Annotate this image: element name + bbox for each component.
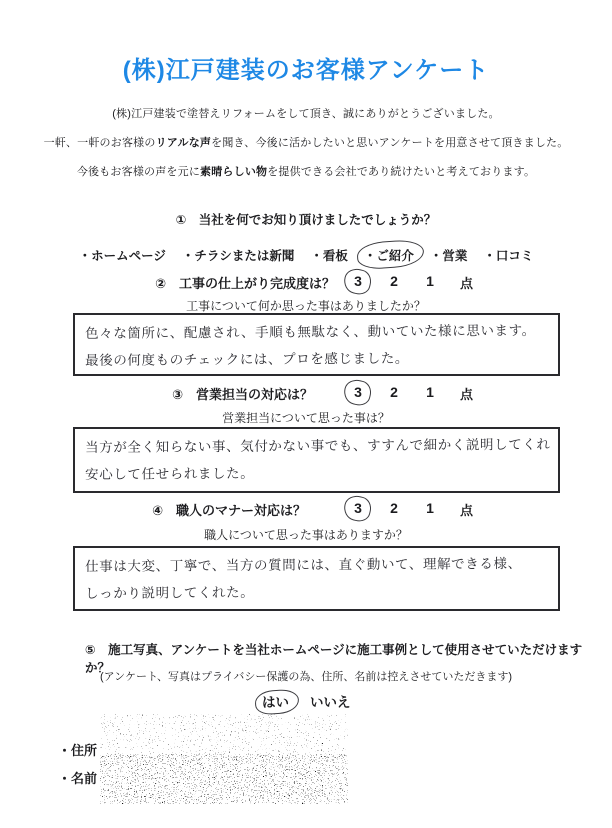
q3-row (0, 384, 612, 408)
q4-label: ④ 職人のマナー対応は？ (152, 503, 307, 518)
q2-handwritten-line-2: 最後の何度ものチェックには、プロを感じました。 (85, 350, 410, 368)
q4-handwritten-line-1: 仕事は大変、丁寧で、当方の質問には、直ぐ動いて、理解できる様、 (85, 555, 522, 574)
q5-yes-selected: はい (262, 695, 289, 710)
name-label: ・名前 (58, 771, 98, 786)
intro-line-2-pre: 一軒、一軒のお客様の (43, 137, 156, 149)
q3-label: ③ 営業担当の対応は？ (172, 387, 314, 402)
q4-answer-box (73, 546, 560, 611)
q4-score-3-selected: 3 (352, 500, 364, 519)
q3-handwritten-line-1: 当方が全く知らない事、気付かない事でも、すすんで細かく説明してくれ (85, 436, 551, 455)
q3-score-unit: 点 (460, 387, 474, 402)
q1-option-word-of-mouth: ・口コミ (483, 249, 534, 263)
q3-handwritten-line-2: 安心して任せられました。 (85, 465, 255, 482)
q2-row (0, 273, 612, 297)
intro-line-1: (株)江戸建装で塗替えリフォームをして頂き、誠にありがとうございました。 (112, 108, 500, 120)
q1-option-signboard: ・看板 (310, 249, 348, 263)
intro-line-2 (0, 134, 612, 150)
q2-scores (352, 273, 473, 292)
q3-scores (352, 384, 473, 403)
q1-option-homepage: ・ホームページ (78, 249, 166, 263)
intro-line-2-post: を聞き、今後に活かしたいと思いアンケートを用意させて頂きました。 (211, 137, 569, 149)
q3-followup-label: 営業担当について思った事は？ (222, 411, 390, 425)
q2-score-unit: 点 (460, 276, 474, 291)
q4-score-unit: 点 (460, 503, 474, 518)
q4-scores (352, 500, 473, 519)
q1-option-referral-selected: ・ご紹介 (364, 246, 414, 264)
q1-options-row (0, 246, 612, 264)
q4-score-1: 1 (426, 500, 434, 516)
page-title: (株)江戸建装のお客様アンケート (122, 57, 490, 84)
q3-score-2: 2 (390, 384, 398, 400)
q2-label: ② 工事の仕上がり完成度は？ (155, 276, 336, 291)
q3-score-3-selected: 3 (352, 384, 364, 403)
q1-heading: ① 当社を何でお知り頂けましたでしょうか？ (175, 213, 437, 227)
q5-heading: ⑤ 施工写真、アンケートを当社ホームページに施工事例として使用させていただけますか？ (85, 643, 583, 675)
q2-answer-box (73, 313, 560, 376)
redacted-personal-info-area (100, 714, 348, 804)
intro-line-3-bold: 素晴らしい物 (200, 166, 268, 178)
q1-option-sales: ・営業 (429, 249, 468, 263)
q5-no: いいえ (310, 695, 351, 710)
q4-followup-label: 職人について思った事はありますか？ (204, 528, 408, 542)
q4-row (0, 500, 612, 524)
intro-line-3 (0, 163, 612, 179)
q2-handwritten-line-1: 色々な箇所に、配慮され、手順も無駄なく、動いていた様に思います。 (85, 322, 536, 341)
q1-option-flyer-newspaper: ・チラシまたは新聞 (181, 249, 295, 263)
intro-line-3-pre: 今後もお客様の声を元に (76, 166, 201, 178)
q2-score-1: 1 (426, 273, 434, 289)
q2-score-3-selected: 3 (352, 273, 364, 292)
q5-privacy-note: (アンケート、写真はプライバシー保護の為、住所、名前は控えさせていただきます) (99, 671, 513, 683)
intro-line-3-post: を提供できる会社であり続けたいと考えております。 (267, 166, 536, 178)
q4-handwritten-line-2: しっかり説明してくれた。 (85, 584, 255, 601)
address-label: ・住所 (58, 743, 98, 758)
intro-line-2-bold: リアルな声 (155, 137, 212, 149)
q4-score-2: 2 (390, 500, 398, 516)
q2-score-2: 2 (390, 273, 398, 289)
q2-followup-label: 工事について何か思った事はありましたか？ (186, 299, 426, 313)
q3-answer-box (73, 427, 560, 493)
q3-score-1: 1 (426, 384, 434, 400)
